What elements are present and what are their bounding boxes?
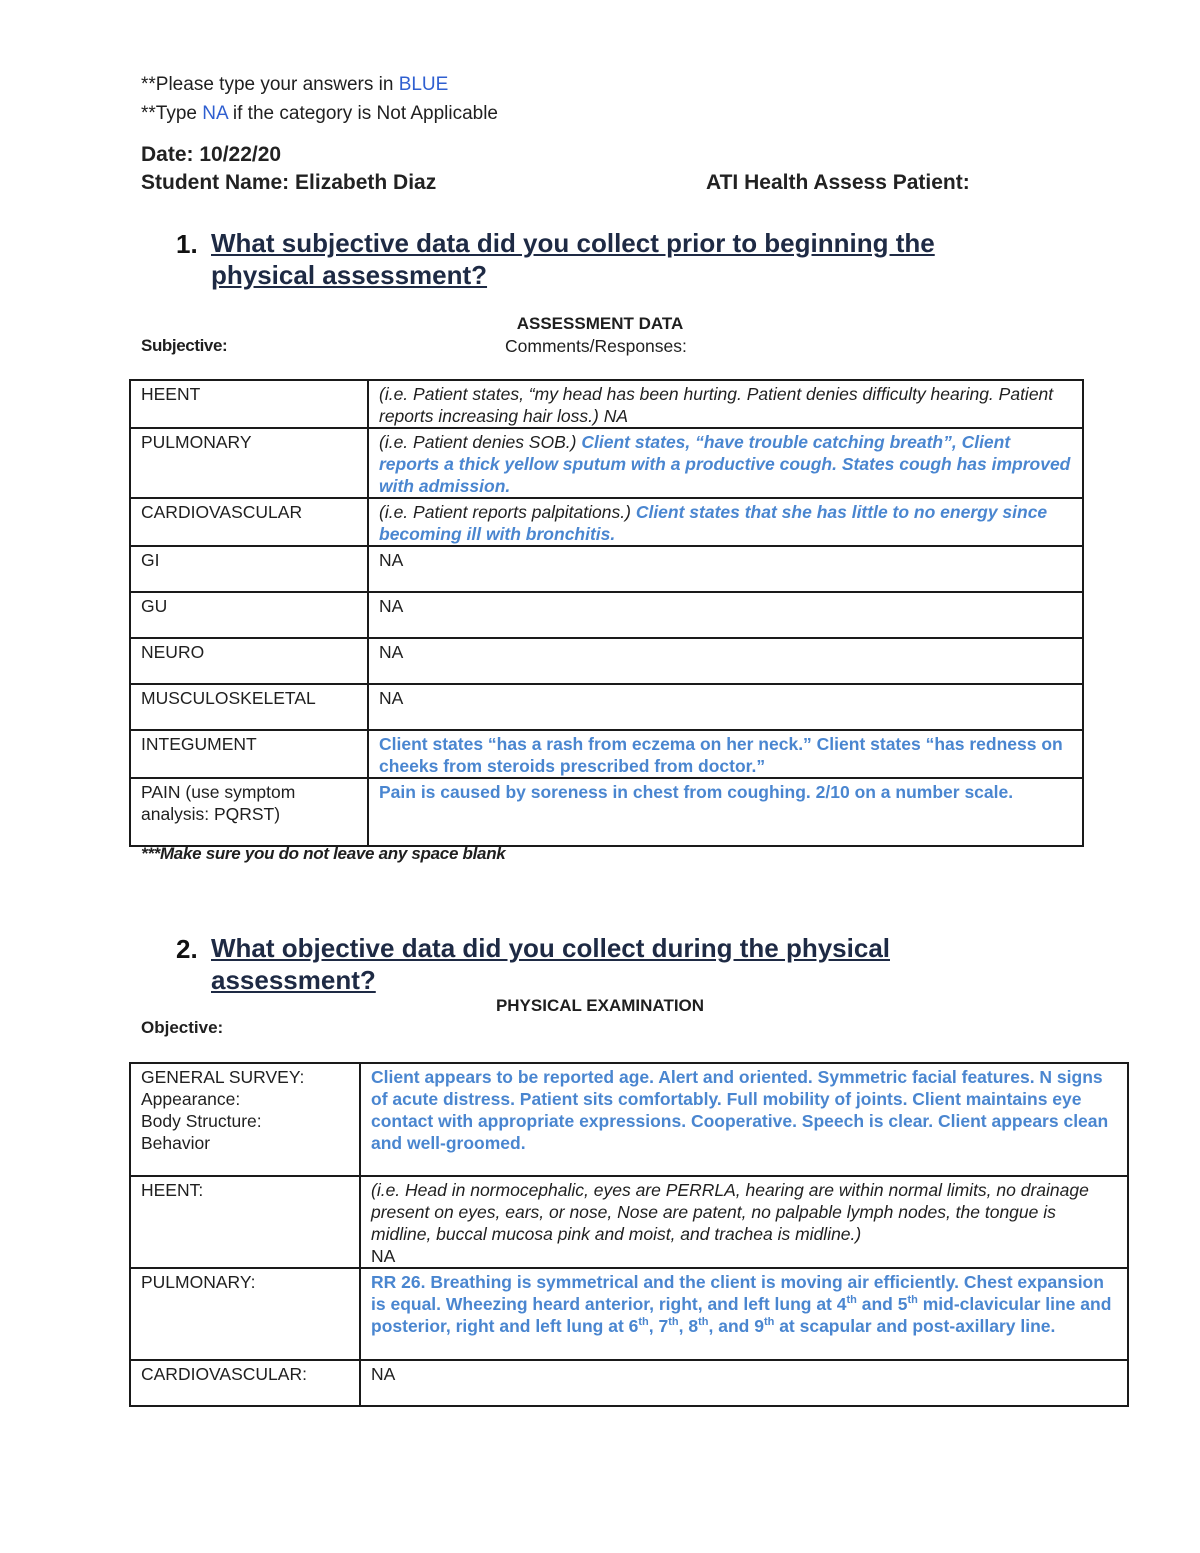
category-line: Behavior <box>141 1133 211 1153</box>
table-row <box>130 428 1083 498</box>
table-row <box>130 730 1083 778</box>
physical-examination-title: PHYSICAL EXAMINATION <box>495 996 705 1015</box>
table-row <box>130 1063 1128 1176</box>
blank-space-note: ***Make sure you do not leave any space blank <box>141 844 506 863</box>
category-cell: CARDIOVASCULAR <box>130 498 368 546</box>
student-name: Student Name: Elizabeth Diaz <box>141 171 437 194</box>
category-line: Appearance: <box>141 1089 241 1109</box>
category-cell: INTEGUMENT <box>130 730 368 778</box>
subjective-label: Subjective: <box>141 336 228 355</box>
question-1-number: 1. <box>176 229 198 259</box>
answer-text: Pain is caused by soreness in chest from coughing. 2/10 on a number scale. <box>379 782 1014 802</box>
category-cell: CARDIOVASCULAR: <box>130 1360 360 1406</box>
category-line: Body Structure: <box>141 1111 262 1131</box>
comments-label: Comments/Responses: <box>505 336 687 356</box>
answer-text: Client appears to be reported age. Alert and oriented. Symmetric facial features. N signs of acute distress. Patient sits comfortably. Full mobility of joints. Client maintains eye contact with appropriate expressions. Cooperative. Speech is clear. Client appears clean and well-groomed. <box>371 1067 1109 1153</box>
answer-text: Client states “has a rash from eczema on her neck.” Client states “has redness on cheeks from steroids prescribed from doctor.” <box>379 734 1063 776</box>
question-2-number: 2. <box>176 934 198 964</box>
category-cell: PAIN (use symptom analysis: PQRST) <box>130 778 368 846</box>
question-1-line: physical assessment? <box>211 260 488 290</box>
response-cell: NA <box>368 546 1083 592</box>
example-text: (i.e. Patient states, “my head has been hurting. Patient denies difficulty hearing. Patient reports increasing hair loss.) <box>379 384 1054 426</box>
table-row <box>130 380 1083 428</box>
answer-text: NA <box>371 1246 396 1266</box>
response-cell <box>368 380 1083 428</box>
assessment-data-title: ASSESSMENT DATA <box>516 314 684 333</box>
response-cell <box>360 1176 1128 1268</box>
response-cell: NA <box>368 684 1083 730</box>
category-cell: GU <box>130 592 368 638</box>
answer-text: Client states that she has little to no energy since becoming ill with bronchitis. <box>379 502 1048 544</box>
table-row <box>130 592 1083 638</box>
table-row <box>130 684 1083 730</box>
answer-text: RR 26. Breathing is symmetrical and the client is moving air efficiently. Chest expansion is equal. Wheezing heard anterior, right, and left lung at 4th and 5th mid-clavicular line and posterior, right and left lung at 6th, 7th, 8th, and 9th at scapular and post-axillary line. <box>371 1272 1112 1336</box>
question-1-text <box>211 227 1011 291</box>
response-cell <box>368 498 1083 546</box>
instruction-line-1 <box>141 70 448 99</box>
answer-text: NA <box>603 406 628 426</box>
question-2-line: assessment? <box>211 965 376 995</box>
answer-text: Client states, “have trouble catching breath”, Client reports a thick yellow sputum with a productive cough. States cough has improved with admission. <box>379 432 1071 496</box>
category-line: GENERAL SURVEY: <box>141 1067 305 1087</box>
table-row <box>130 1360 1128 1406</box>
subjective-table <box>129 379 1084 847</box>
table-row <box>130 1268 1128 1360</box>
category-cell: GI <box>130 546 368 592</box>
instruction-text: **Type <box>141 103 203 124</box>
example-text: (i.e. Head in normocephalic, eyes are PERRLA, hearing are within normal limits, no drainage present on eyes, ears, or nose, Nose are patent, no palpable lymph nodes, the tongue is midline, buccal mucosa pink and moist, and trachea is midline.) <box>371 1180 1089 1244</box>
date-label: Date: 10/22/20 <box>141 143 282 166</box>
example-text: (i.e. Patient reports palpitations.) <box>379 502 631 522</box>
question-2-text <box>211 932 1011 996</box>
response-cell <box>360 1268 1128 1360</box>
question-1-line: What subjective data did you collect prior to beginning the <box>211 228 935 258</box>
category-cell: HEENT: <box>130 1176 360 1268</box>
table-row <box>130 638 1083 684</box>
instruction-text: **Please type your answers in <box>141 74 399 95</box>
category-cell: PULMONARY: <box>130 1268 360 1360</box>
table-row <box>130 1176 1128 1268</box>
response-cell <box>368 730 1083 778</box>
category-cell: HEENT <box>130 380 368 428</box>
instruction-text: if the category is Not Applicable <box>227 103 498 124</box>
objective-table <box>129 1062 1129 1407</box>
instruction-blue-word: NA <box>202 103 228 124</box>
category-cell: NEURO <box>130 638 368 684</box>
response-cell: NA <box>368 592 1083 638</box>
category-cell: MUSCULOSKELETAL <box>130 684 368 730</box>
response-cell <box>360 1063 1128 1176</box>
table-row <box>130 778 1083 846</box>
response-cell <box>368 428 1083 498</box>
response-cell: NA <box>368 638 1083 684</box>
example-text: (i.e. Patient denies SOB.) <box>379 432 577 452</box>
ati-patient-label: ATI Health Assess Patient: <box>706 171 970 194</box>
response-cell: NA <box>360 1360 1128 1406</box>
objective-label: Objective: <box>141 1018 224 1037</box>
instruction-line-2 <box>141 99 498 128</box>
category-cell: PULMONARY <box>130 428 368 498</box>
question-2-line: What objective data did you collect during the physical <box>211 933 890 963</box>
response-cell <box>368 778 1083 846</box>
category-cell <box>130 1063 360 1176</box>
table-row <box>130 546 1083 592</box>
instruction-blue-word: BLUE <box>398 74 449 95</box>
table-row <box>130 498 1083 546</box>
